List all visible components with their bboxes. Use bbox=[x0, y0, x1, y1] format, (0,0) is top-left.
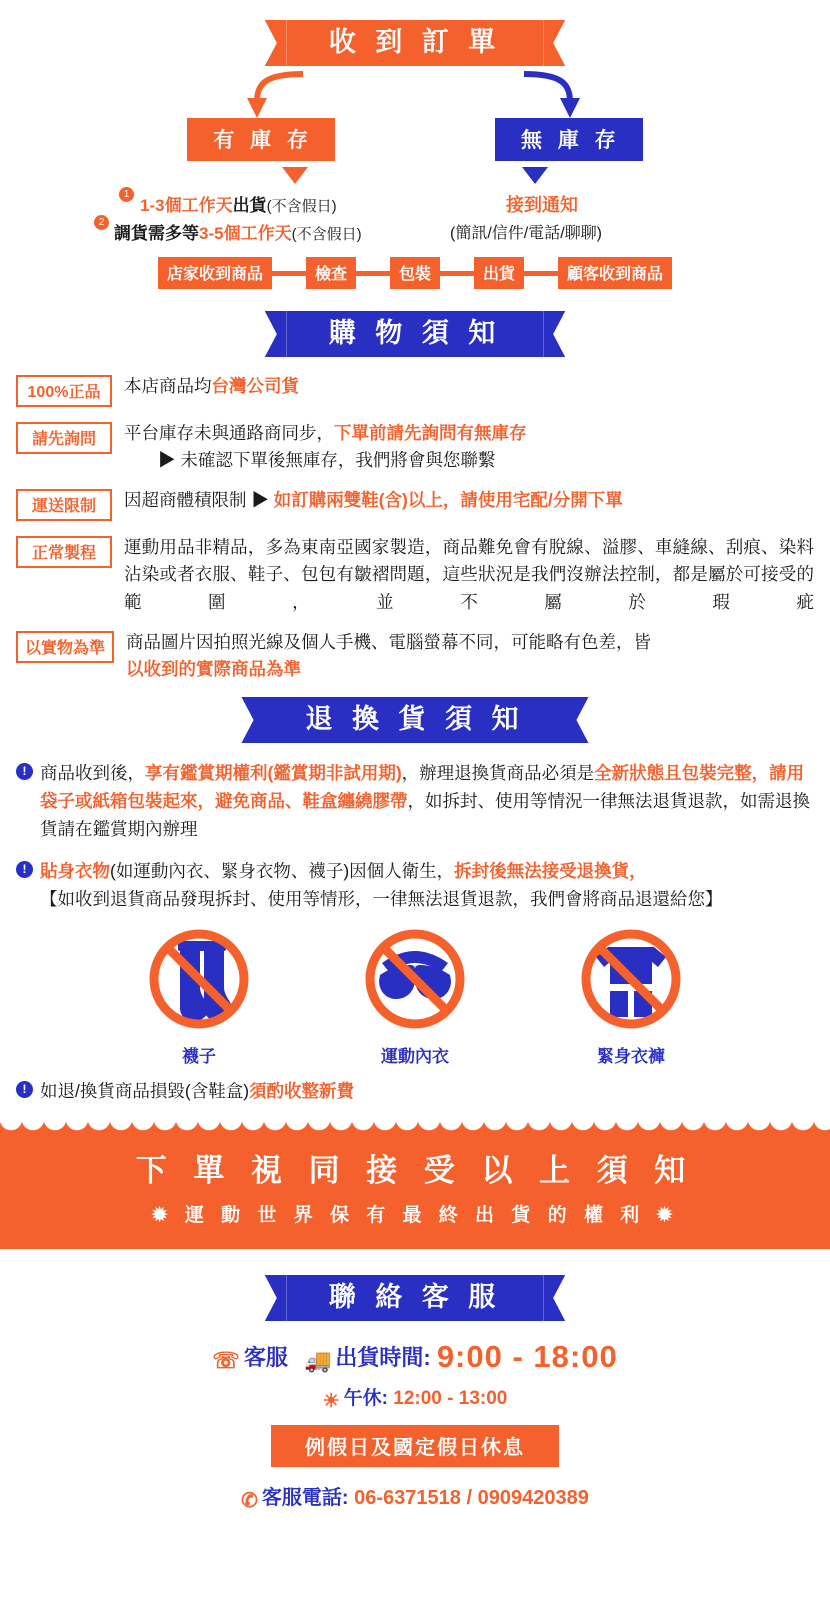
notice-body bbox=[126, 629, 814, 683]
headset-icon: ☏ bbox=[212, 1348, 240, 1374]
prohibited-caption: 襪子 bbox=[182, 1047, 216, 1067]
banner-sub-text: ✹ 運 動 世 界 保 有 最 終 出 貨 的 權 利 ✹ bbox=[151, 1205, 679, 1227]
phone-icon: ✆ bbox=[241, 1490, 258, 1513]
prohibited-items-row bbox=[16, 927, 814, 1067]
shopping-title-wrap bbox=[16, 311, 814, 357]
return-text: (如運動內衣、緊身衣物、襪子)因個人衛生， bbox=[110, 861, 455, 882]
return-text-highlight: 須酌收整新費 bbox=[249, 1081, 355, 1102]
shopping-notice-section bbox=[0, 311, 830, 683]
notice-text: 因超商體積限制 ▶ bbox=[124, 490, 274, 511]
branch-in-stock: 有 庫 存 bbox=[187, 118, 335, 161]
order-flow-section bbox=[0, 0, 830, 289]
return-notice-section bbox=[0, 697, 830, 1105]
exclamation-icon: ! bbox=[16, 861, 33, 878]
fulfillment-chain bbox=[0, 257, 830, 289]
sports-bra-icon bbox=[356, 927, 474, 1031]
exclamation-icon: ! bbox=[16, 1081, 33, 1098]
service-label: 客服 bbox=[243, 1345, 288, 1371]
notice-text-highlight: 下單前請先詢問有無庫存 bbox=[334, 423, 527, 444]
contact-title-wrap bbox=[0, 1275, 830, 1321]
prohibited-item-compression bbox=[545, 927, 717, 1067]
return-bullet-last bbox=[16, 1077, 814, 1105]
return-text-highlight: 拆封後無法接受退換貨， bbox=[454, 861, 647, 882]
exclamation-icon: ! bbox=[16, 763, 33, 780]
lunch-value: 12:00 - 13:00 bbox=[393, 1388, 508, 1410]
prohibited-item-bra bbox=[329, 927, 501, 1067]
notice-text-highlight: 台灣公司貨 bbox=[211, 376, 299, 397]
return-text: 商品收到後， bbox=[40, 763, 145, 784]
triangle-down-orange-icon bbox=[282, 167, 308, 184]
chain-link-2 bbox=[440, 271, 474, 276]
notice-tag: 正常製程 bbox=[16, 536, 112, 568]
notice-body bbox=[124, 487, 814, 514]
service-hours-line bbox=[0, 1339, 830, 1375]
return-title-wrap bbox=[16, 697, 814, 743]
return-bullet bbox=[16, 759, 814, 843]
shopping-notice-list bbox=[16, 373, 814, 683]
chain-link-1 bbox=[356, 271, 390, 276]
notice-text: 運動用品非精品，多為東南亞國家製造，商品難免會有脫線、溢膠、車縫線、刮痕、染料沾染或者衣服、鞋子、包包有皺褶問題，這些狀況是我們沒辦法控制，都是屬於可接受的範圍，並不屬於瑕疵 bbox=[124, 537, 814, 612]
notice-row bbox=[16, 487, 814, 521]
notice-subline: ▶ 未確認下單後無庫存，我們將會與您聯繫 bbox=[158, 450, 496, 471]
notice-row bbox=[16, 420, 814, 474]
return-text: ，辦理退換貨商品必須是 bbox=[401, 763, 595, 784]
notice-body bbox=[124, 534, 814, 615]
chain-link-3 bbox=[524, 271, 558, 276]
curved-arrow-right-icon bbox=[512, 70, 602, 120]
chain-item-0: 店家收到商品 bbox=[158, 257, 272, 289]
badge-one: 1 bbox=[119, 187, 134, 202]
return-bullet-list bbox=[16, 759, 814, 913]
right-line-1: 接到通知 bbox=[506, 195, 578, 216]
return-text: 【如收到退貨商品發現拆封、使用等情形，一律無法退貨退款，我們會將商品退還給您】 bbox=[40, 889, 723, 910]
prohibited-caption: 緊身衣褲 bbox=[597, 1047, 665, 1067]
socks-icon bbox=[140, 927, 258, 1031]
shopping-title-ribbon: 購 物 須 知 bbox=[287, 311, 544, 357]
compression-wear-icon bbox=[572, 927, 690, 1031]
flow-arrows bbox=[0, 68, 830, 118]
return-bullet-body bbox=[40, 759, 814, 843]
prohibited-item-socks bbox=[113, 927, 285, 1067]
agreement-banner bbox=[0, 1119, 830, 1249]
left-line-2: 調貨需多等3-5個工作天(不含假日) bbox=[114, 224, 362, 244]
holiday-bar-wrap bbox=[0, 1413, 830, 1467]
notice-row bbox=[16, 373, 814, 407]
branch-out-of-stock: 無 庫 存 bbox=[495, 118, 643, 161]
flow-text-row bbox=[0, 189, 830, 253]
notice-tag: 請先詢問 bbox=[16, 422, 112, 454]
notice-text-highlight: 如訂購兩雙鞋(含)以上，請使用宅配/分開下單 bbox=[273, 490, 623, 511]
lunch-break-line bbox=[0, 1383, 830, 1413]
contact-title-ribbon: 聯 絡 客 服 bbox=[287, 1275, 544, 1321]
return-text-highlight: 全新狀態且包裝完整，請用袋子或紙箱包裝起來，避免商品、鞋盒纏繞膠帶 bbox=[40, 763, 805, 812]
return-text-highlight: 貼身衣物 bbox=[40, 861, 110, 882]
notice-tag: 運送限制 bbox=[16, 489, 112, 521]
flow-title-ribbon: 收 到 訂 單 bbox=[287, 20, 544, 66]
notice-tag: 以實物為準 bbox=[16, 631, 114, 663]
notice-text-highlight: 以收到的實際商品為準 bbox=[126, 658, 302, 679]
phone-line bbox=[0, 1481, 830, 1513]
notice-body bbox=[124, 373, 814, 400]
return-bullet bbox=[16, 857, 814, 913]
right-line-2: (簡訊/信件/電話/聊聊) bbox=[450, 225, 602, 243]
left-line-1: 1-3個工作天出貨(不含假日) bbox=[140, 196, 337, 216]
scallop-edge bbox=[0, 1119, 830, 1134]
phone-label: 客服電話: bbox=[261, 1487, 349, 1510]
notice-row bbox=[16, 534, 814, 615]
return-text: ，如拆封、使用等情況一律無法退貨退款，如需退換貨請在鑑賞期內辦理 bbox=[40, 791, 810, 840]
notice-body bbox=[124, 420, 814, 474]
banner-main-text: 下 單 視 同 接 受 以 上 須 知 bbox=[135, 1153, 695, 1189]
chain-item-3: 出貨 bbox=[474, 257, 524, 289]
truck-icon: 🚚 bbox=[303, 1348, 332, 1374]
badge-two: 2 bbox=[94, 215, 109, 230]
flow-branch-boxes bbox=[0, 118, 830, 161]
ship-time-label: 出貨時間: bbox=[335, 1345, 431, 1371]
ship-time-value: 9:00 - 18:00 bbox=[436, 1339, 618, 1375]
lunch-label: 午休: bbox=[343, 1388, 388, 1410]
chain-item-1: 檢查 bbox=[306, 257, 356, 289]
return-title-ribbon: 退 換 貨 須 知 bbox=[263, 697, 566, 743]
notice-text: 本店商品均 bbox=[124, 376, 212, 397]
contact-section bbox=[0, 1249, 830, 1513]
return-text-highlight: 享有鑑賞期權利(鑑賞期非試用期) bbox=[145, 763, 402, 784]
triangle-down-blue-icon bbox=[522, 167, 548, 184]
flow-triangles bbox=[0, 167, 830, 185]
notice-row bbox=[16, 629, 814, 683]
return-bullet-body bbox=[40, 857, 814, 913]
flow-title-wrap bbox=[0, 20, 830, 66]
notice-text: 平台庫存未與通路商同步， bbox=[124, 423, 334, 444]
phone-value[interactable]: 06-6371518 / 0909420389 bbox=[354, 1487, 589, 1510]
sun-icon: ☀ bbox=[322, 1391, 340, 1413]
notice-tag: 100%正品 bbox=[16, 375, 112, 407]
chain-link-0 bbox=[272, 271, 306, 276]
return-text: 如退/換貨商品損毀(含鞋盒) bbox=[40, 1081, 250, 1102]
chain-item-4: 顧客收到商品 bbox=[558, 257, 672, 289]
curved-arrow-left-icon bbox=[225, 70, 315, 120]
holiday-notice: 例假日及國定假日休息 bbox=[271, 1425, 559, 1467]
prohibited-caption: 運動內衣 bbox=[381, 1047, 449, 1067]
notice-text: 商品圖片因拍照光線及個人手機、電腦螢幕不同，可能略有色差，皆 bbox=[126, 631, 652, 652]
return-bullet-body bbox=[40, 1077, 814, 1105]
chain-item-2: 包裝 bbox=[390, 257, 440, 289]
